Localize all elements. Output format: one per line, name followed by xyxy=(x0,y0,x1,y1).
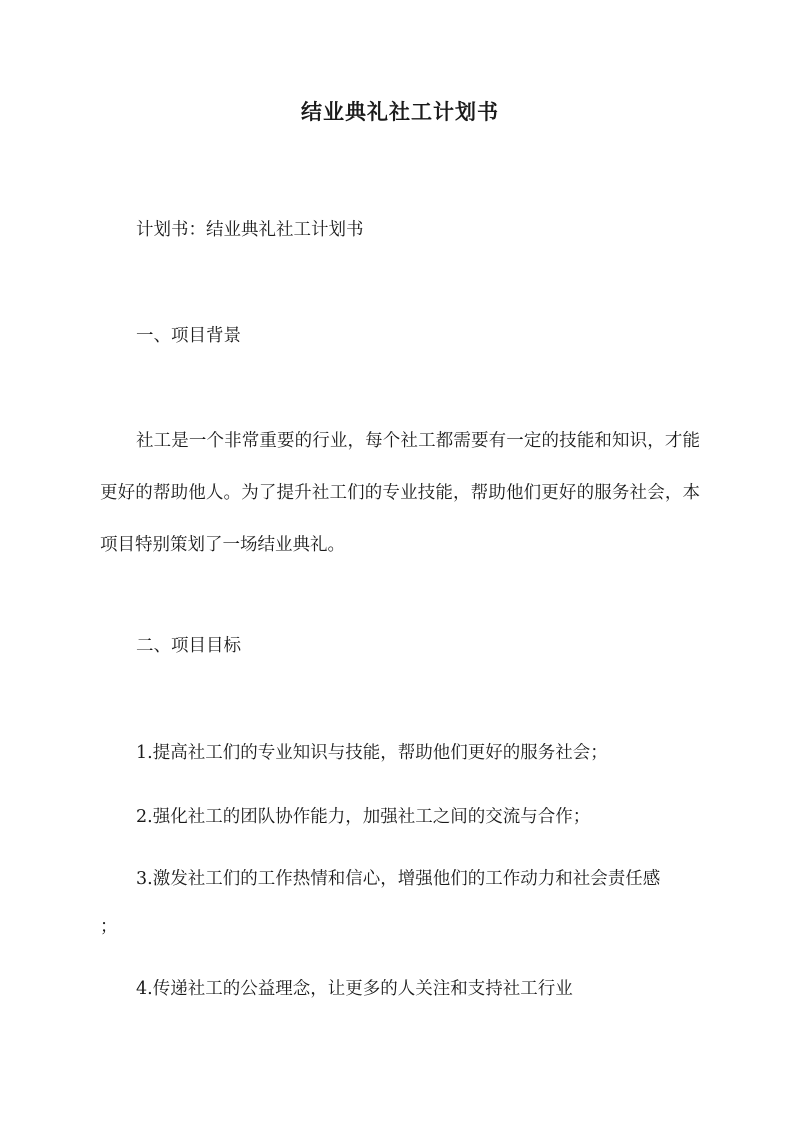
goal-item-4: 4.传递社工的公益理念，让更多的人关注和支持社工行业 xyxy=(136,979,573,999)
goal-item-2: 2.强化社工的团队协作能力，加强社工之间的交流与合作； xyxy=(136,807,591,827)
goal-item-3-continuation: ； xyxy=(100,917,118,937)
goal-item-1: 1.提高社工们的专业知识与技能，帮助他们更好的服务社会； xyxy=(136,743,608,763)
document-title: 结业典礼社工计划书 xyxy=(301,99,499,124)
section-heading-background: 一、项目背景 xyxy=(136,326,241,346)
document-subtitle: 计划书：结业典礼社工计划书 xyxy=(136,220,364,240)
background-paragraph: 社工是一个非常重要的行业，每个社工都需要有一定的技能和知识，才能更好的帮助他人。为了提升社工们的专业技能，帮助他们更好的服务社会，本项目特别策划了一场结业典礼。 xyxy=(100,431,700,555)
section-heading-goals: 二、项目目标 xyxy=(136,636,241,656)
goal-item-3: 3.激发社工们的工作热情和信心，增强他们的工作动力和社会责任感 xyxy=(136,869,661,889)
